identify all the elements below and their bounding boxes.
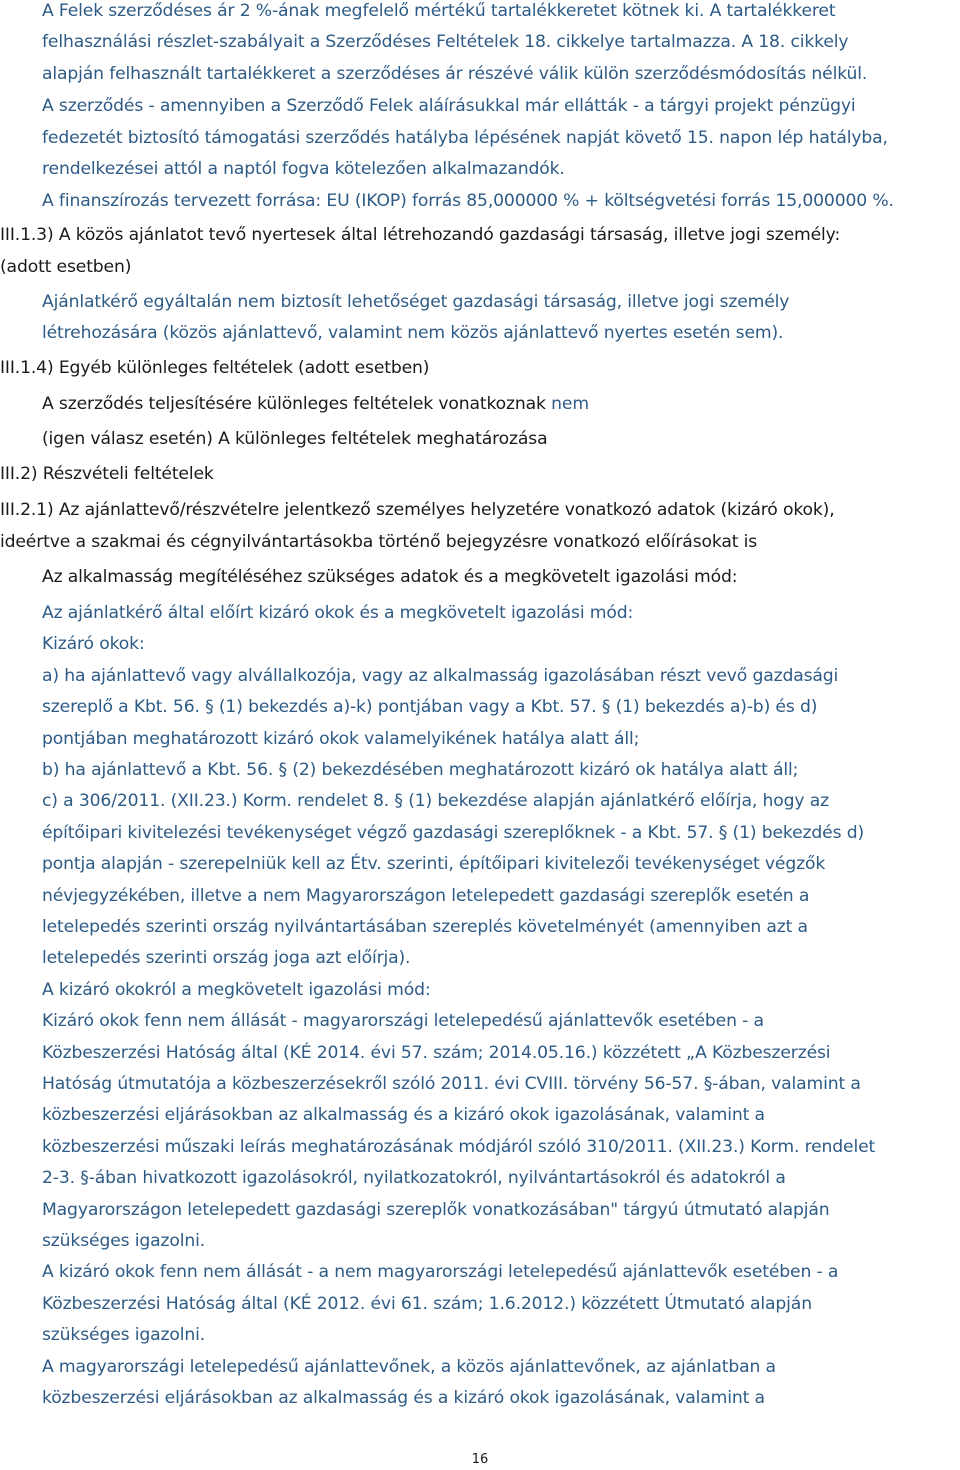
paragraph-line: rendelkezései attól a naptól fogva kötelezően alkalmazandók. xyxy=(42,159,565,179)
exclusion-text-line: Közbeszerzési Hatóság által (KÉ 2014. évi 57. szám; 2014.05.16.) közzétett „A Közbeszerzési xyxy=(42,1042,831,1063)
exclusion-text-line: közbeszerzési eljárásokban az alkalmasság és a kizáró okok igazolásának, valamint a xyxy=(42,1388,765,1408)
special-conditions-definition: (igen válasz esetén) A különleges feltételek meghatározása xyxy=(42,429,548,449)
exclusion-text-line: szükséges igazolni. xyxy=(42,1325,206,1346)
section-heading-iii-2-1: III.2.1) Az ajánlattevő/részvételre jelentkező személyes helyzetére vonatkozó adatok (kizáró okok), xyxy=(0,500,835,520)
exclusion-text-line: Hatóság útmutatója a közbeszerzésekről szóló 2011. évi CVIII. törvény 56-57. §-ában, valamint a xyxy=(42,1074,861,1094)
exclusion-text-line: pontja alapján - szerepelniük kell az Étv. szerinti, építőipari kivitelezői tevékenységet végzők xyxy=(42,854,826,875)
section-heading-iii-2-1-cont: ideértve a szakmai és cégnyilvántartásokba történő bejegyzésre vonatkozó előírásokat is xyxy=(0,532,758,552)
exclusion-text-line: építőipari kivitelezési tevékenységet végző gazdasági szereplőknek - a Kbt. 57. § (1) bekezdés d) xyxy=(42,822,865,843)
exclusion-text-line: A kizáró okok fenn nem állását - a nem magyarországi letelepedésű ajánlattevők esetében - a xyxy=(42,1262,839,1283)
exclusion-text-line: 2-3. §-ában hivatkozott igazolásokról, nyilatkozatokról, nyilvántartásokról és adatokról a xyxy=(42,1168,786,1189)
special-conditions-value: nem xyxy=(551,394,589,414)
section-heading-iii-1-3-cont: (adott esetben) xyxy=(0,257,132,277)
suitability-heading: Az alkalmasság megítéléséhez szükséges adatok és a megkövetelt igazolási mód: xyxy=(42,567,738,587)
exclusion-text-line: a) ha ajánlattevő vagy alvállalkozója, vagy az alkalmasság igazolásában részt vevő gazdasági xyxy=(42,665,839,686)
exclusion-text-line: A magyarországi letelepedésű ajánlattevőnek, a közös ajánlattevőnek, az ajánlatban a xyxy=(42,1356,776,1377)
paragraph-line: A Felek szerződéses ár 2 %-ának megfelelő mértékű tartalékkeretet kötnek ki. A tartalékkeret xyxy=(42,1,836,21)
exclusion-text-line: letelepedés szerinti ország joga azt előírja). xyxy=(42,948,411,969)
exclusion-text-line: pontjában meghatározott kizáró okok valamelyikének hatálya alatt áll; xyxy=(42,728,640,749)
exclusion-text-line: Kizáró okok fenn nem állását - magyarországi letelepedésű ajánlattevők esetében - a xyxy=(42,1011,764,1032)
page-number: 16 xyxy=(471,1452,489,1467)
exclusion-text-line: letelepedés szerinti ország nyilvántartásában szereplés követelményét (amennyiben azt a xyxy=(42,917,808,937)
paragraph-line: létrehozására (közös ajánlattevő, valamint nem közös ajánlattevő nyertes esetén sem). xyxy=(42,323,784,343)
exclusion-text-line: közbeszerzési műszaki leírás meghatározásának módjáról szóló 310/2011. (XII.23.) Korm. rendelet xyxy=(42,1136,876,1157)
exclusion-text-line: Kizáró okok: xyxy=(42,634,145,655)
exclusion-text-line: Magyarországon letelepedett gazdasági szereplők vonatkozásában" tárgyú útmutató alapján xyxy=(42,1199,830,1220)
exclusion-text-line: A kizáró okokról a megkövetelt igazolási mód: xyxy=(42,979,431,1000)
paragraph-line: alapján felhasznált tartalékkeret a szerződéses ár részévé válik külön szerződésmódosítás nélkül. xyxy=(42,64,868,84)
paragraph-line: fedezetét biztosító támogatási szerződés hatályba lépésének napját követő 15. napon lép hatályba, xyxy=(42,128,888,148)
exclusion-text-line: közbeszerzési eljárásokban az alkalmasság és a kizáró okok igazolásának, valamint a xyxy=(42,1105,765,1126)
exclusion-text-line: Közbeszerzési Hatóság által (KÉ 2012. évi 61. szám; 1.6.2012.) közzétett Útmutató alapján xyxy=(42,1293,812,1314)
financing-line: A finanszírozás tervezett forrása: EU (IKOP) forrás 85,000000 % + költségvetési forrás 15,000000 %. xyxy=(42,191,894,211)
section-heading-iii-2: III.2) Részvételi feltételek xyxy=(0,464,214,484)
paragraph-line: felhasználási részlet-szabályait a Szerződéses Feltételek 18. cikkelye tartalmazza. A 18. cikkely xyxy=(42,32,849,52)
exclusion-text-line: Az ajánlatkérő által előírt kizáró okok és a megkövetelt igazolási mód: xyxy=(42,603,634,623)
exclusion-text-line: szükséges igazolni. xyxy=(42,1231,206,1251)
exclusion-text-line: szereplő a Kbt. 56. § (1) bekezdés a)-k) pontjában vagy a Kbt. 57. § (1) bekezdés a)-b) és d) xyxy=(42,697,818,718)
section-heading-iii-1-4: III.1.4) Egyéb különleges feltételek (adott esetben) xyxy=(0,358,430,378)
special-conditions-line xyxy=(42,393,589,415)
special-conditions-label: A szerződés teljesítésére különleges feltételek vonatkoznak xyxy=(42,394,546,414)
paragraph-line: Ajánlatkérő egyáltalán nem biztosít lehetőséget gazdasági társaság, illetve jogi személy xyxy=(42,292,790,312)
exclusion-text-line: b) ha ajánlattevő a Kbt. 56. § (2) bekezdésében meghatározott kizáró ok hatálya alatt áll; xyxy=(42,760,799,780)
exclusion-text-line: c) a 306/2011. (XII.23.) Korm. rendelet 8. § (1) bekezdése alapján ajánlatkérő előírja, hogy az xyxy=(42,791,829,812)
paragraph-line: A szerződés - amennyiben a Szerződő Felek aláírásukkal már ellátták - a tárgyi projekt pénzügyi xyxy=(42,96,856,116)
exclusion-text-line: névjegyzékében, illetve a nem Magyarországon letelepedett gazdasági szereplők esetén a xyxy=(42,885,810,906)
section-heading-iii-1-3: III.1.3) A közös ajánlatot tevő nyertesek által létrehozandó gazdasági társaság, illetve jogi személy: xyxy=(0,225,841,245)
